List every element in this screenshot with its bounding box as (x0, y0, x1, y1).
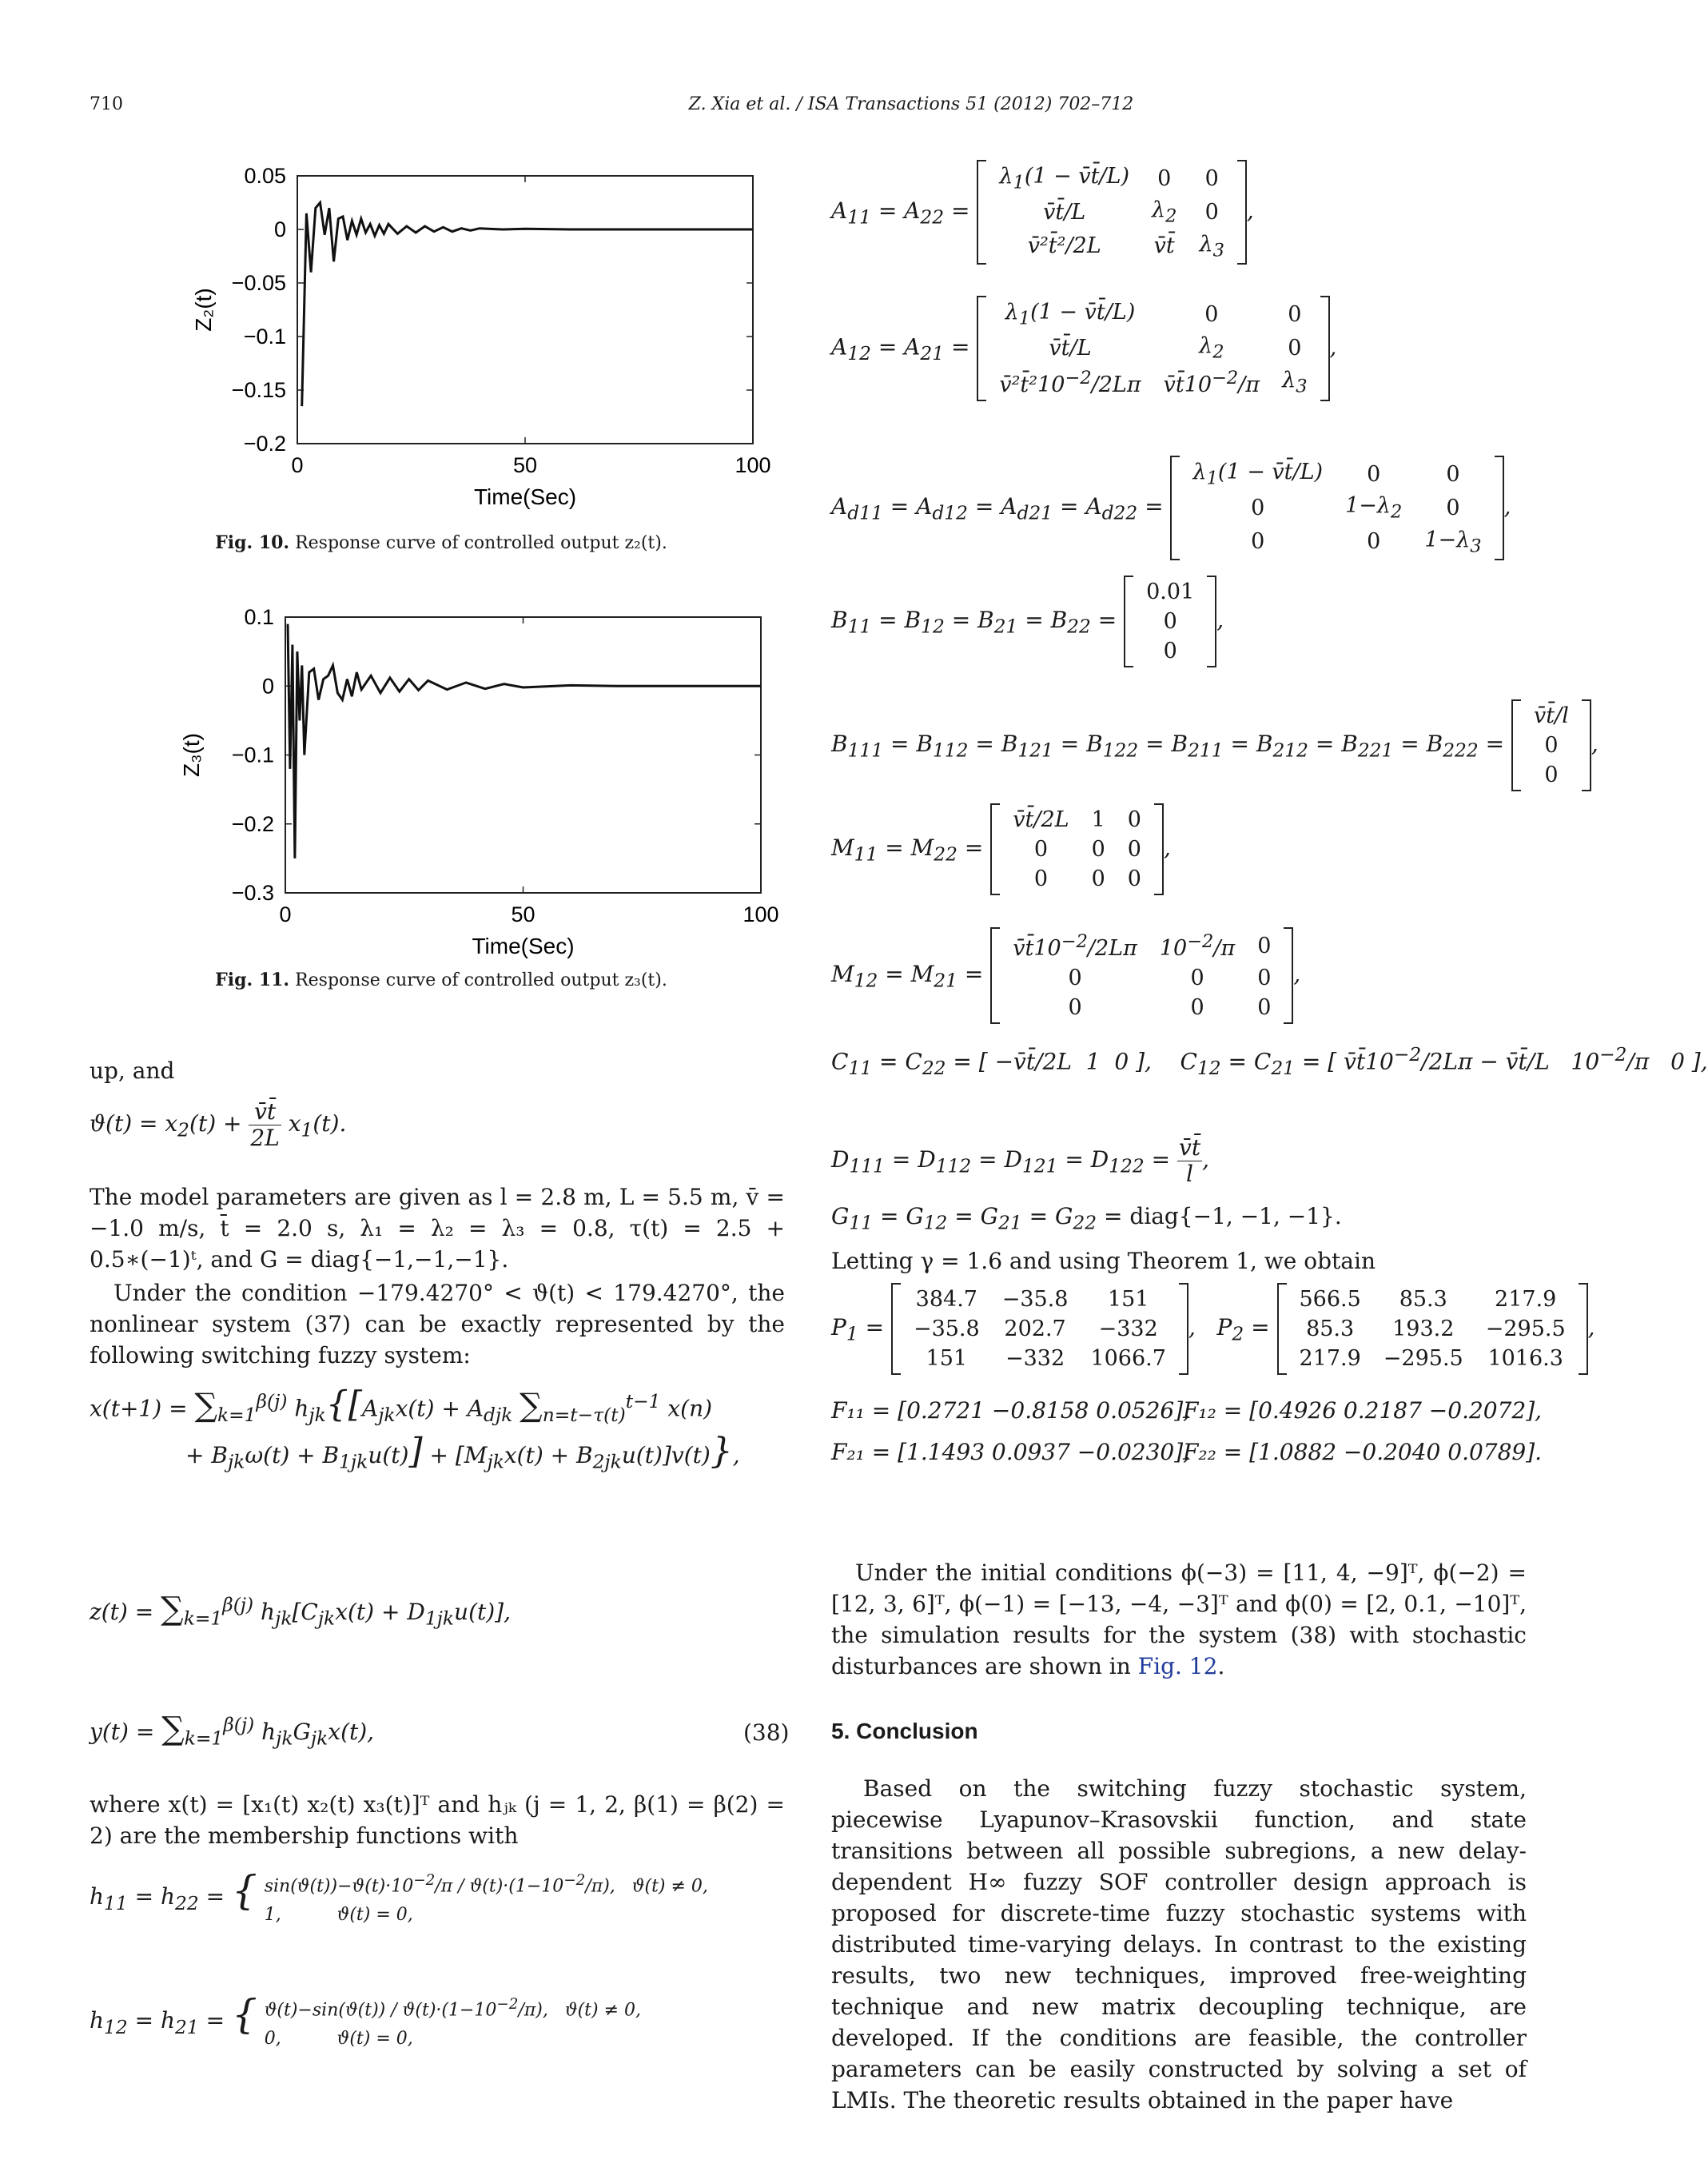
p2-cell: 85.3 (1399, 1287, 1447, 1312)
equation-h12: $h_{12} = h_{21}$ = { $ϑ(t)-\sin(ϑ(t)) / ϑ(t)\cdot(1-10^{-2}/\pi)$, ϑ(t) ≠ 0, 0, ϑ(t) = 0, (90, 1991, 642, 2050)
matrix-C11: $C_{11} = C_{22}$ = [ −v̄t̄/2L 1 0 ], $C_{12} = C_{21}$ = [ $v̄t̄10^{-2}/2L\pi$ − v̄t̄/L $10^{-2}/\pi$ 0 ], (831, 1043, 1708, 1079)
equation-number-38: (38) (743, 1719, 790, 1746)
equation-y: $y(t) = \sum_{k=1}^{\beta(j)}$ $h_{jk}G_{jk}x(t)$, (90, 1711, 375, 1750)
x-axis-label: Time(Sec) (472, 934, 575, 958)
matrix-P: $P_1$ = 384.7 −35.8 151 −35.8 202.7 −332 151 −332 1066.7 , $P_2$ = 566.5 85.3 217.9 85.3 193.2 −295.5 217.9 −295.5 1016.3 , (831, 1283, 1595, 1375)
matrix-M12: $M_{12} = M_{21}$ = $v̄t̄10^{-2}/2L\pi$ $10^{-2}/\pi$ 0 0 0 0 0 0 0 , (831, 927, 1300, 1024)
p2-cell: 566.5 (1299, 1287, 1361, 1312)
p2-cell: −295.5 (1485, 1317, 1566, 1341)
paragraph-params: The model parameters are given as l = 2.8 m, L = 5.5 m, v̄ = −1.0 m/s, t̄ = 2.0 s, λ₁ = λ₂ = λ₃ = 0.8, τ(t) = 2.5 + 0.5∗(−1)ᵗ, and G = diag{−1,−1,−1}. (90, 1184, 785, 1273)
figure-10-chart (90, 152, 793, 528)
figure-11-caption: Fig. 11. Response curve of controlled output z₃(t). (215, 970, 667, 990)
gain-F22: F₂₂ = [1.0882 −0.2040 0.0789]. (1183, 1439, 1543, 1465)
y-tick-label: −0.2 (231, 811, 274, 836)
x-tick-label: 0 (291, 453, 304, 477)
p1-cell: −332 (1005, 1346, 1065, 1371)
equation-h11: $h_{11} = h_{22}$ = { $\sin(ϑ(t))-ϑ(t)\cdot 10^{-2}/\pi / ϑ(t)\cdot(1-10^{-2}/\pi)$, ϑ(t) ≠ 0, 1, ϑ(t) = 0, (90, 1867, 708, 1926)
x-tick-label: 100 (735, 453, 771, 477)
paragraph-conclusion: Based on the switching fuzzy stochastic system, piecewise Lyapunov–Krasovskii function, and state transitions between all possible subregions, a new delay-dependent H∞ fuzzy SOF controller design approach is proposed for discrete-time fuzzy stochastic systems with distributed time-varying delays. In contrast to the existing results, two new techniques, improved free-weighting technique and new matrix decoupling technique, are developed. If the conditions are feasible, the controller parameters can be easily constructed by solving a set of LMIs. The theoretic results obtained in the paper have (831, 1775, 1527, 2113)
y-tick-label: 0.1 (244, 605, 274, 629)
p1-cell: −35.8 (1001, 1287, 1069, 1312)
series-line (288, 624, 761, 858)
running-title: Z. Xia et al. / ISA Transactions 51 (2012) 702–712 (688, 94, 1134, 114)
p1-cell: −332 (1098, 1317, 1158, 1341)
p1-cell: 151 (926, 1346, 968, 1371)
matrix-M11: $M_{11} = M_{22}$ = v̄t̄/2L 1 0 0 0 0 0 0 0 , (831, 803, 1171, 895)
matrix-A11: $A_{11} = A_{22}$ = $\lambda_1(1$ − v̄t̄/L) 0 0 v̄t̄/L $\lambda_2$ 0 v̄²t̄²/2L v̄t̄ $\lambda_3$ , (831, 160, 1254, 265)
y-tick-label: −0.1 (243, 325, 286, 349)
y-tick-label: −0.2 (243, 432, 286, 456)
gain-F21: F₂₁ = [1.1493 0.0937 −0.0230], (831, 1439, 1191, 1465)
p1-cell: 1066.7 (1090, 1346, 1166, 1371)
p2-cell: 85.3 (1306, 1317, 1355, 1341)
y-tick-label: 0.05 (244, 164, 286, 188)
x-tick-label: 100 (743, 902, 779, 926)
figure-11 (90, 593, 793, 990)
y-axis-label: Z₃(t) (179, 733, 204, 777)
plot-frame (285, 617, 761, 893)
gain-F12: F₁₂ = [0.4926 0.2187 −0.2072], (1183, 1397, 1543, 1424)
equation-z: $z(t) = \sum_{k=1}^{\beta(j)}$ $h_{jk}[C_{jk}x(t) + D_{1jk}u(t)]$, (90, 1591, 511, 1630)
x-tick-label: 50 (512, 453, 538, 477)
y-tick-label: −0.15 (231, 378, 286, 402)
paragraph-condition: Under the condition −179.4270° < ϑ(t) < 179.4270°, the nonlinear system (37) can be exactly represented by the following switching fuzzy system: (90, 1280, 785, 1368)
text-letting: Letting γ = 1.6 and using Theorem 1, we obtain (831, 1248, 1376, 1274)
equation-G: $G_{11} = G_{12} = G_{21} = G_{22}$ = diag{−1, −1, −1}. (831, 1203, 1342, 1234)
figure-10-caption: Fig. 10. Response curve of controlled output z₂(t). (215, 532, 667, 553)
y-tick-label: 0 (261, 674, 274, 699)
p2-cell: 193.2 (1392, 1317, 1455, 1341)
x-axis-label: Time(Sec) (473, 484, 577, 509)
y-tick-label: 0 (273, 217, 286, 241)
figure-10 (90, 152, 793, 553)
equation-switching-x: $x(t+1) = \sum_{k=1}^{\beta(j)}$ $h_{jk}\{[A_{jk}x(t) + A_{djk}$ $\sum_{n=t-\tau(t)}^{t-1}$ x(n) + $B_{jk}\omega(t) + B_{1jk}u(t)] + [M_{jk}x(t) + B_{2jk}u(t)]v(t)$}, (90, 1384, 740, 1473)
section-heading-conclusion: 5. Conclusion (831, 1719, 978, 1743)
figure-11-chart (90, 593, 793, 965)
page-number: 710 (90, 94, 123, 114)
x-tick-label: 0 (279, 902, 292, 926)
p2-cell: 217.9 (1299, 1346, 1361, 1371)
y-tick-label: −0.05 (231, 271, 286, 295)
p1-cell: 202.7 (1004, 1317, 1066, 1341)
p2-cell: −295.5 (1383, 1346, 1463, 1371)
text-up-and: up, and (90, 1058, 175, 1084)
matrix-Ad: $A_{d11} = A_{d12} = A_{d21} = A_{d22}$ = $\lambda_1(1$ − v̄t̄/L) 0 0 0 $1-\lambda_2$ 0 0 0 $1-\lambda_3$ , (831, 456, 1511, 560)
equation-D: $D_{111} = D_{112} = D_{121} = D_{122}$ = $\frac{v̄t̄}{l}$ , (831, 1134, 1209, 1187)
p1-cell: 384.7 (915, 1287, 977, 1312)
y-axis-label: Z₂(t) (191, 288, 216, 332)
y-tick-label: −0.3 (231, 881, 274, 905)
paragraph-where: where x(t) = [x₁(t) x₂(t) x₃(t)]ᵀ and hⱼₖ (j = 1, 2, β(1) = β(2) = 2) are the membership functions with (90, 1791, 785, 1849)
plot-frame (297, 176, 753, 444)
matrix-A12: $A_{12} = A_{21}$ = $\lambda_1(1$ − v̄t̄/L) 0 0 v̄t̄/L $\lambda_2$ 0 $v̄^2t̄^210^{-2}/2L\pi$ $v̄t̄10^{-2}/\pi$ $\lambda_3$ , (831, 296, 1336, 401)
p2-cell: 217.9 (1495, 1287, 1557, 1312)
p2-cell: 1016.3 (1487, 1346, 1563, 1371)
equation-theta: $ϑ(t) = x_2(t)$ + $\frac{v̄t̄}{2L}$ $x_1(t)$. (90, 1098, 347, 1151)
p1-cell: −35.8 (913, 1317, 980, 1341)
p1-cell: 151 (1107, 1287, 1149, 1312)
gain-F11: F₁₁ = [0.2721 −0.8158 0.0526], (831, 1397, 1191, 1424)
link-fig-12[interactable]: Fig. 12 (1137, 1653, 1218, 1679)
matrix-B1: $B_{111} = B_{112} = B_{121} = B_{122} = B_{211} = B_{212} = B_{221} = B_{222}$ = v̄t̄/l 0 0 , (831, 699, 1599, 791)
matrix-B11: $B_{11} = B_{12} = B_{21} = B_{22}$ = 0.01 0 0 , (831, 576, 1224, 667)
x-tick-label: 50 (511, 902, 535, 926)
y-tick-label: −0.1 (231, 743, 274, 767)
paragraph-initial-conditions: Under the initial conditions ϕ(−3) = [11, 4, −9]ᵀ, ϕ(−2) = [12, 3, 6]ᵀ, ϕ(−1) = [−13, −4, −3]ᵀ and ϕ(0) = [2, 0.1, −10]ᵀ, the simulation results for the system (38) with stochastic disturbances are shown in Fig. 12. (831, 1560, 1527, 1679)
series-line (302, 203, 753, 407)
